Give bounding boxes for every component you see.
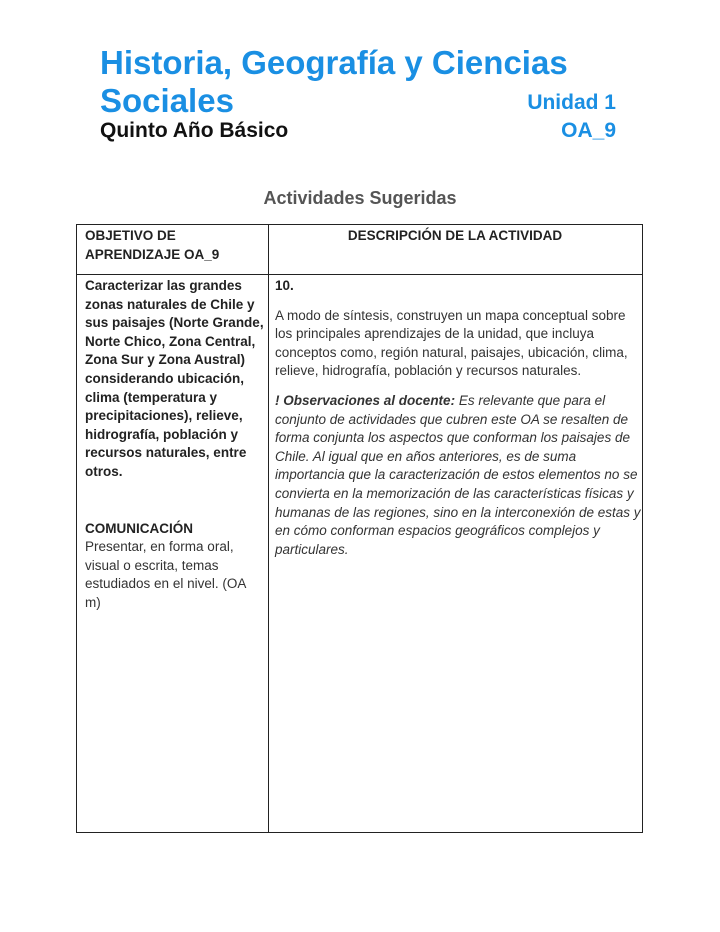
section-title: Actividades Sugeridas [263, 188, 457, 208]
grade-label: Quinto Año Básico [100, 119, 289, 142]
activity-number: 10. [275, 278, 294, 293]
oa-label: OA_9 [561, 119, 616, 142]
objective-cell [85, 277, 265, 613]
title-line-2: Sociales [100, 82, 234, 119]
observations-label: ! Observaciones al docente: [275, 392, 456, 408]
table-column-divider [268, 225, 269, 832]
skill-title: COMUNICACIÓN [85, 520, 193, 536]
teacher-observations [275, 392, 641, 559]
title-line-1: Historia, Geografía y Ciencias [100, 44, 568, 81]
observations-text: Es relevante que para el conjunto de actividades que cubren este OA se resalten de forma conjunta los aspectos que conforman los paisajes de Chile. Al igual que en años anteriores, es de suma importancia que la caracterización de estos elementos no se convierta en la memorización de las características físicas y humanas de las regiones, sino en la interconexión de estas y en cómo conforman espacios geográficos complejos y particulares. [275, 392, 641, 557]
activity-text: A modo de síntesis, construyen un mapa conceptual sobre los principales aprendizajes de la unidad, que incluya conceptos como, región natural, paisajes, ubicación, clima, relieve, hidrografía, población y recursos naturales. [275, 307, 628, 379]
table-header-divider [77, 274, 642, 275]
activity-column-header: DESCRIPCIÓN DE LA ACTIVIDAD [347, 228, 563, 243]
unit-label: Unidad 1 [527, 91, 616, 114]
activity-cell [275, 277, 641, 559]
objective-column-header: OBJETIVO DE APRENDIZAJE OA_9 [85, 228, 220, 262]
objective-text: Caracterizar las grandes zonas naturales de Chile y sus paisajes (Norte Grande, Norte Chico, Zona Central, Zona Sur y Zona Austral) considerando ubicación, clima (temperatura y precipitaciones), relieve, hidrografía, población y recursos naturales, entre otros. [85, 278, 264, 479]
activity-table [76, 224, 643, 833]
skill-text: Presentar, en forma oral, visual o escrita, temas estudiados en el nivel. (OA m) [85, 539, 246, 610]
